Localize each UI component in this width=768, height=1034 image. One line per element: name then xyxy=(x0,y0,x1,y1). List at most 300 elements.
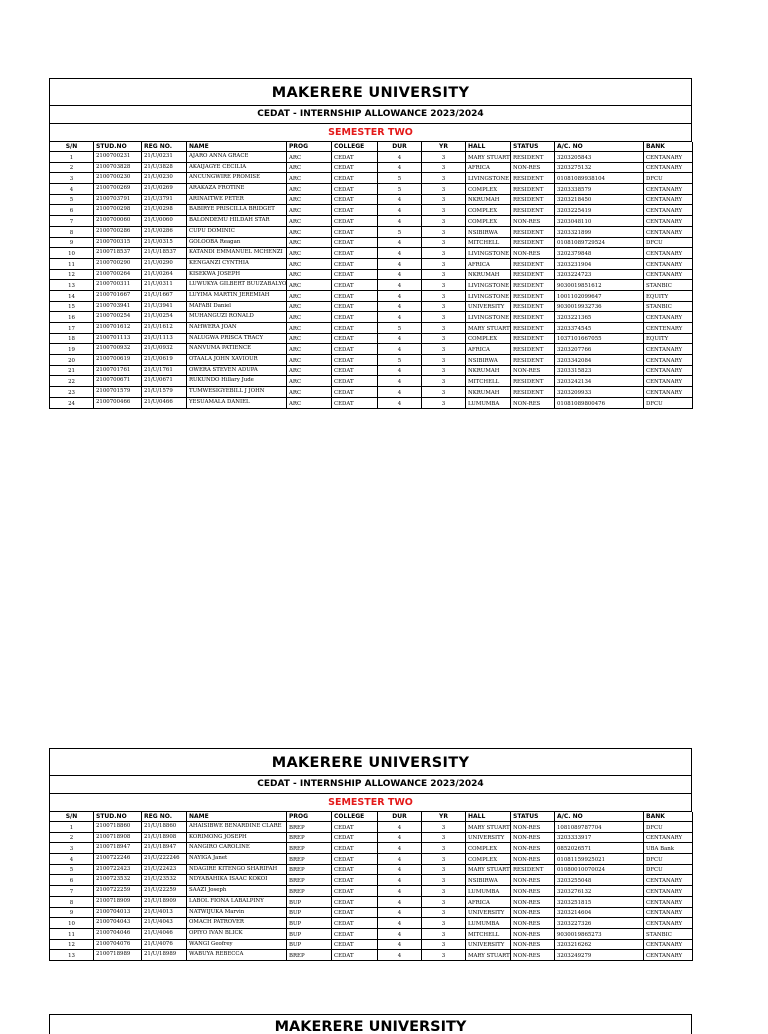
cell-bank: CENTANARY xyxy=(644,258,693,269)
column-header-bank: BANK xyxy=(644,812,693,822)
cell-stud-no: 2100701612 xyxy=(94,323,142,334)
cell-dur: 4 xyxy=(378,344,422,355)
cell-prog: ARC xyxy=(287,237,332,248)
cell-college: CEDAT xyxy=(332,355,378,366)
cell-dur: 4 xyxy=(378,290,422,301)
cell-name: ANCUNGWIRE PROMISE xyxy=(187,173,287,184)
cell-prog: BUP xyxy=(287,939,332,950)
cell-ac-no: 9030019851612 xyxy=(555,280,644,291)
cell-bank: CENTANARY xyxy=(644,387,693,398)
cell-sn: 5 xyxy=(50,194,94,205)
column-header-college: COLLEGE xyxy=(332,812,378,822)
cell-bank: CENTANARY xyxy=(644,226,693,237)
cell-college: CEDAT xyxy=(332,280,378,291)
cell-dur: 4 xyxy=(378,939,422,950)
cell-prog: ARC xyxy=(287,365,332,376)
cell-yr: 3 xyxy=(422,248,466,259)
cell-name: WABUYA REBECCA xyxy=(187,950,287,961)
cell-reg-no: 21/U/18947 xyxy=(142,843,187,854)
cell-yr: 3 xyxy=(422,280,466,291)
cell-sn: 12 xyxy=(50,939,94,950)
cell-college: CEDAT xyxy=(332,248,378,259)
cell-status: NON-RES xyxy=(511,248,555,259)
column-header-stud-no: STUD.NO xyxy=(94,142,142,152)
cell-college: CEDAT xyxy=(332,290,378,301)
cell-stud-no: 2100722259 xyxy=(94,886,142,897)
cell-bank: CENTANARY xyxy=(644,939,693,950)
cell-bank: CENTANARY xyxy=(644,896,693,907)
cell-dur: 4 xyxy=(378,269,422,280)
cell-hall: COMPLEX xyxy=(466,205,511,216)
table-header-row xyxy=(50,812,693,822)
cell-ac-no: 9030019865273 xyxy=(555,928,644,939)
cell-stud-no: 2100700315 xyxy=(94,237,142,248)
cell-yr: 3 xyxy=(422,184,466,195)
cell-hall: AFRICA xyxy=(466,162,511,173)
cell-yr: 3 xyxy=(422,822,466,833)
table-row xyxy=(50,194,693,205)
cell-ac-no: 3203242134 xyxy=(555,376,644,387)
cell-dur: 4 xyxy=(378,258,422,269)
table-row xyxy=(50,843,693,854)
cell-stud-no: 2100703941 xyxy=(94,301,142,312)
cell-sn: 4 xyxy=(50,854,94,865)
cell-prog: ARC xyxy=(287,194,332,205)
cell-status: RESIDENT xyxy=(511,864,555,875)
cell-bank: CENTANARY xyxy=(644,205,693,216)
column-header-dur: DUR xyxy=(378,142,422,152)
cell-ac-no: 3203276132 xyxy=(555,886,644,897)
cell-status: RESIDENT xyxy=(511,290,555,301)
table-row xyxy=(50,226,693,237)
cell-stud-no: 2100704076 xyxy=(94,939,142,950)
cell-reg-no: 21/U/0286 xyxy=(142,226,187,237)
cell-college: CEDAT xyxy=(332,939,378,950)
table-row xyxy=(50,875,693,886)
table-row xyxy=(50,896,693,907)
cell-bank: CENTANARY xyxy=(644,184,693,195)
cell-college: CEDAT xyxy=(332,226,378,237)
cell-stud-no: 2100700311 xyxy=(94,280,142,291)
cell-sn: 15 xyxy=(50,301,94,312)
table-row xyxy=(50,387,693,398)
cell-ac-no: 3203209933 xyxy=(555,387,644,398)
cell-prog: BUP xyxy=(287,918,332,929)
cell-name: RUKUNDO Hillary Jude xyxy=(187,376,287,387)
cell-dur: 4 xyxy=(378,854,422,865)
cell-yr: 3 xyxy=(422,173,466,184)
cell-dur: 5 xyxy=(378,355,422,366)
cell-bank: EQUITY xyxy=(644,290,693,301)
cell-reg-no: 21/U/0619 xyxy=(142,355,187,366)
cell-hall: MITCHELL xyxy=(466,237,511,248)
cell-hall: NKRUMAH xyxy=(466,387,511,398)
cell-hall: LUMUMBA xyxy=(466,397,511,408)
cell-bank: DFCU xyxy=(644,854,693,865)
cell-prog: ARC xyxy=(287,312,332,323)
allowance-sheet-1 xyxy=(49,78,692,409)
cell-yr: 3 xyxy=(422,344,466,355)
cell-college: CEDAT xyxy=(332,312,378,323)
cell-prog: BUP xyxy=(287,907,332,918)
cell-stud-no: 2100700060 xyxy=(94,216,142,227)
table-header-row xyxy=(50,142,693,152)
cell-yr: 3 xyxy=(422,843,466,854)
table-row xyxy=(50,290,693,301)
cell-dur: 4 xyxy=(378,907,422,918)
cell-yr: 3 xyxy=(422,376,466,387)
cell-prog: ARC xyxy=(287,248,332,259)
table-row xyxy=(50,184,693,195)
cell-stud-no: 2100704043 xyxy=(94,918,142,929)
cell-name: LABOL FIONA LABALPINY xyxy=(187,896,287,907)
cell-sn: 1 xyxy=(50,152,94,163)
cell-ac-no: 3203333917 xyxy=(555,832,644,843)
cell-status: RESIDENT xyxy=(511,205,555,216)
cell-status: RESIDENT xyxy=(511,226,555,237)
cell-dur: 4 xyxy=(378,397,422,408)
cell-stud-no: 2100700231 xyxy=(94,152,142,163)
cell-status: NON-RES xyxy=(511,397,555,408)
cell-hall: UNIVERSITY xyxy=(466,939,511,950)
cell-reg-no: 21/U/18989 xyxy=(142,950,187,961)
cell-stud-no: 2100700298 xyxy=(94,205,142,216)
cell-status: NON-RES xyxy=(511,216,555,227)
cell-prog: ARC xyxy=(287,162,332,173)
cell-hall: NSIBIRWA xyxy=(466,875,511,886)
cell-status: RESIDENT xyxy=(511,184,555,195)
table-row xyxy=(50,950,693,961)
cell-dur: 5 xyxy=(378,184,422,195)
table-row xyxy=(50,854,693,865)
cell-yr: 3 xyxy=(422,194,466,205)
cell-reg-no: 21/U/18860 xyxy=(142,822,187,833)
cell-name: NAYIGA Janet xyxy=(187,854,287,865)
cell-status: RESIDENT xyxy=(511,269,555,280)
cell-hall: MARY STUART xyxy=(466,323,511,334)
table-row xyxy=(50,216,693,227)
table-row xyxy=(50,237,693,248)
cell-stud-no: 2100700264 xyxy=(94,269,142,280)
table-row xyxy=(50,205,693,216)
cell-hall: MITCHELL xyxy=(466,928,511,939)
cell-bank: DFCU xyxy=(644,822,693,833)
cell-college: CEDAT xyxy=(332,907,378,918)
cell-college: CEDAT xyxy=(332,323,378,334)
cell-college: CEDAT xyxy=(332,216,378,227)
cell-yr: 3 xyxy=(422,290,466,301)
cell-dur: 4 xyxy=(378,387,422,398)
cell-prog: ARC xyxy=(287,184,332,195)
university-title: MAKERERE UNIVERSITY xyxy=(49,748,692,776)
cell-prog: BREP xyxy=(287,950,332,961)
cell-college: CEDAT xyxy=(332,896,378,907)
cell-yr: 3 xyxy=(422,216,466,227)
cell-bank: EQUITY xyxy=(644,333,693,344)
cell-ac-no: 3203224723 xyxy=(555,269,644,280)
cell-hall: LUMUMBA xyxy=(466,918,511,929)
cell-dur: 4 xyxy=(378,832,422,843)
cell-reg-no: 21/U/1667 xyxy=(142,290,187,301)
cell-sn: 10 xyxy=(50,248,94,259)
cell-yr: 3 xyxy=(422,387,466,398)
cell-yr: 3 xyxy=(422,365,466,376)
cell-dur: 4 xyxy=(378,928,422,939)
table-row xyxy=(50,344,693,355)
cell-yr: 3 xyxy=(422,886,466,897)
cell-name: LUWUKYA GILBERT BUUZABALYO xyxy=(187,280,287,291)
column-header-sn: S/N xyxy=(50,812,94,822)
cell-ac-no: 3203321899 xyxy=(555,226,644,237)
cell-dur: 4 xyxy=(378,843,422,854)
cell-status: NON-RES xyxy=(511,886,555,897)
cell-name: NDYABAHIKA ISAAC KOKOI xyxy=(187,875,287,886)
cell-prog: BUP xyxy=(287,896,332,907)
cell-hall: NKRUMAH xyxy=(466,269,511,280)
cell-name: AJARO ANNA GRACE xyxy=(187,152,287,163)
cell-ac-no: 3202379848 xyxy=(555,248,644,259)
cell-sn: 13 xyxy=(50,950,94,961)
cell-bank: CENTANARY xyxy=(644,216,693,227)
cell-hall: COMPLEX xyxy=(466,216,511,227)
cell-hall: LIVINGSTONE xyxy=(466,248,511,259)
cell-prog: ARC xyxy=(287,226,332,237)
cell-status: RESIDENT xyxy=(511,301,555,312)
table-row xyxy=(50,928,693,939)
cell-yr: 3 xyxy=(422,854,466,865)
cell-name: OMACH PATROVER xyxy=(187,918,287,929)
cell-hall: AFRICA xyxy=(466,258,511,269)
cell-sn: 16 xyxy=(50,312,94,323)
cell-ac-no: 3203251815 xyxy=(555,896,644,907)
cell-status: NON-RES xyxy=(511,832,555,843)
column-header-hall: HALL xyxy=(466,142,511,152)
sheet-subtitle: CEDAT - INTERNSHIP ALLOWANCE 2023/2024 xyxy=(49,776,692,794)
cell-name: OTAALA JOHN XAVIOUR xyxy=(187,355,287,366)
table-row xyxy=(50,864,693,875)
cell-hall: UNIVERSITY xyxy=(466,907,511,918)
cell-dur: 4 xyxy=(378,918,422,929)
cell-status: NON-RES xyxy=(511,918,555,929)
cell-status: NON-RES xyxy=(511,907,555,918)
cell-prog: ARC xyxy=(287,355,332,366)
cell-status: RESIDENT xyxy=(511,355,555,366)
cell-status: NON-RES xyxy=(511,939,555,950)
cell-ac-no: 3203218450 xyxy=(555,194,644,205)
cell-yr: 3 xyxy=(422,875,466,886)
table-row xyxy=(50,333,693,344)
cell-yr: 3 xyxy=(422,397,466,408)
cell-stud-no: 2100722423 xyxy=(94,864,142,875)
cell-college: CEDAT xyxy=(332,258,378,269)
column-header-name: NAME xyxy=(187,142,287,152)
cell-prog: ARC xyxy=(287,205,332,216)
cell-ac-no: 9030019932736 xyxy=(555,301,644,312)
cell-status: NON-RES xyxy=(511,162,555,173)
cell-bank: CENTANARY xyxy=(644,832,693,843)
cell-college: CEDAT xyxy=(332,301,378,312)
cell-yr: 3 xyxy=(422,355,466,366)
cell-college: CEDAT xyxy=(332,886,378,897)
cell-status: NON-RES xyxy=(511,365,555,376)
cell-stud-no: 2100703828 xyxy=(94,162,142,173)
cell-sn: 9 xyxy=(50,237,94,248)
cell-college: CEDAT xyxy=(332,397,378,408)
cell-dur: 5 xyxy=(378,173,422,184)
cell-stud-no: 2100701667 xyxy=(94,290,142,301)
cell-dur: 4 xyxy=(378,896,422,907)
cell-prog: ARC xyxy=(287,397,332,408)
cell-stud-no: 2100701761 xyxy=(94,365,142,376)
cell-ac-no: 3203225419 xyxy=(555,205,644,216)
table-row xyxy=(50,939,693,950)
cell-stud-no: 2100700671 xyxy=(94,376,142,387)
cell-ac-no: 3203214604 xyxy=(555,907,644,918)
cell-sn: 2 xyxy=(50,162,94,173)
cell-sn: 8 xyxy=(50,226,94,237)
cell-hall: COMPLEX xyxy=(466,843,511,854)
cell-college: CEDAT xyxy=(332,173,378,184)
cell-bank: CENTANARY xyxy=(644,162,693,173)
cell-college: CEDAT xyxy=(332,928,378,939)
cell-name: MUHANGUZI RONALD xyxy=(187,312,287,323)
cell-yr: 3 xyxy=(422,205,466,216)
cell-yr: 3 xyxy=(422,939,466,950)
cell-bank: CENTANARY xyxy=(644,269,693,280)
cell-name: KENGANZI CYNTHIA xyxy=(187,258,287,269)
cell-bank: DFCU xyxy=(644,173,693,184)
column-header-yr: YR xyxy=(422,142,466,152)
cell-name: MAFABI Daniel xyxy=(187,301,287,312)
table-row xyxy=(50,269,693,280)
cell-prog: ARC xyxy=(287,376,332,387)
cell-bank: CENTANARY xyxy=(644,907,693,918)
cell-reg-no: 21/U/0298 xyxy=(142,205,187,216)
cell-hall: LIVINGSTONE xyxy=(466,290,511,301)
cell-reg-no: 21/U/3791 xyxy=(142,194,187,205)
table-row xyxy=(50,365,693,376)
cell-sn: 3 xyxy=(50,173,94,184)
cell-ac-no: 3203205843 xyxy=(555,152,644,163)
column-header-college: COLLEGE xyxy=(332,142,378,152)
cell-ac-no: 1037101667055 xyxy=(555,333,644,344)
cell-name: NAHWERA JOAN xyxy=(187,323,287,334)
cell-prog: BUP xyxy=(287,928,332,939)
cell-dur: 5 xyxy=(378,226,422,237)
cell-dur: 4 xyxy=(378,248,422,259)
cell-name: OPIYO IVAN BLICK xyxy=(187,928,287,939)
cell-bank: CENTANARY xyxy=(644,152,693,163)
cell-reg-no: 21/U/22423 xyxy=(142,864,187,875)
column-header-ac-no: A/C. NO xyxy=(555,142,644,152)
cell-prog: BREP xyxy=(287,832,332,843)
cell-reg-no: 21/U/23532 xyxy=(142,875,187,886)
cell-dur: 4 xyxy=(378,864,422,875)
cell-stud-no: 2100700290 xyxy=(94,258,142,269)
cell-reg-no: 21/U/0264 xyxy=(142,269,187,280)
cell-stud-no: 2100700254 xyxy=(94,312,142,323)
cell-ac-no: 3203207766 xyxy=(555,344,644,355)
column-header-dur: DUR xyxy=(378,812,422,822)
cell-college: CEDAT xyxy=(332,194,378,205)
cell-name: NDAGIRE KITENGO SHARIFAH xyxy=(187,864,287,875)
cell-stud-no: 2100704013 xyxy=(94,907,142,918)
cell-name: BABIRYE PRISCILLA BRIDGET xyxy=(187,205,287,216)
cell-name: KORIMONG JOSEPH xyxy=(187,832,287,843)
cell-sn: 10 xyxy=(50,918,94,929)
cell-dur: 4 xyxy=(378,950,422,961)
cell-bank: CENTANARY xyxy=(644,355,693,366)
cell-college: CEDAT xyxy=(332,365,378,376)
cell-yr: 3 xyxy=(422,323,466,334)
cell-stud-no: 2100700230 xyxy=(94,173,142,184)
cell-bank: CENTANARY xyxy=(644,886,693,897)
cell-yr: 3 xyxy=(422,301,466,312)
cell-name: YESUAMALA DANIEL xyxy=(187,397,287,408)
cell-stud-no: 2100718860 xyxy=(94,822,142,833)
cell-status: RESIDENT xyxy=(511,344,555,355)
cell-college: CEDAT xyxy=(332,864,378,875)
cell-status: RESIDENT xyxy=(511,173,555,184)
table-body xyxy=(50,152,693,409)
cell-reg-no: 21/U/0315 xyxy=(142,237,187,248)
table-row xyxy=(50,162,693,173)
cell-dur: 4 xyxy=(378,365,422,376)
cell-hall: MITCHELL xyxy=(466,376,511,387)
cell-sn: 6 xyxy=(50,205,94,216)
cell-stud-no: 2100700466 xyxy=(94,397,142,408)
column-header-name: NAME xyxy=(187,812,287,822)
cell-status: RESIDENT xyxy=(511,333,555,344)
cell-prog: BREP xyxy=(287,875,332,886)
cell-reg-no: 21/U/0269 xyxy=(142,184,187,195)
cell-status: NON-RES xyxy=(511,896,555,907)
cell-stud-no: 2100701579 xyxy=(94,387,142,398)
cell-college: CEDAT xyxy=(332,843,378,854)
cell-reg-no: 21/U/18909 xyxy=(142,896,187,907)
cell-ac-no: 3203338579 xyxy=(555,184,644,195)
cell-ac-no: 01081089800476 xyxy=(555,397,644,408)
cell-sn: 6 xyxy=(50,875,94,886)
cell-name: TUMWESIGYEBILL J JOHN xyxy=(187,387,287,398)
cell-prog: ARC xyxy=(287,269,332,280)
cell-hall: MARY STUART xyxy=(466,950,511,961)
cell-reg-no: 21/U/1761 xyxy=(142,365,187,376)
cell-college: CEDAT xyxy=(332,376,378,387)
table-row xyxy=(50,397,693,408)
cell-dur: 4 xyxy=(378,301,422,312)
cell-bank: CENTANARY xyxy=(644,918,693,929)
table-row xyxy=(50,301,693,312)
column-header-sn: S/N xyxy=(50,142,94,152)
cell-yr: 3 xyxy=(422,152,466,163)
cell-sn: 18 xyxy=(50,333,94,344)
cell-hall: COMPLEX xyxy=(466,184,511,195)
university-title: MAKERERE UNIVERSITY xyxy=(49,78,692,106)
cell-status: NON-RES xyxy=(511,843,555,854)
cell-ac-no: 3203216262 xyxy=(555,939,644,950)
column-header-bank: BANK xyxy=(644,142,693,152)
cell-college: CEDAT xyxy=(332,875,378,886)
cell-ac-no: 3203048110 xyxy=(555,216,644,227)
cell-hall: MARY STUART xyxy=(466,864,511,875)
cell-dur: 4 xyxy=(378,162,422,173)
university-title: MAKERERE UNIVERSITY xyxy=(274,1019,467,1034)
table-row xyxy=(50,886,693,897)
cell-sn: 3 xyxy=(50,843,94,854)
cell-reg-no: 21/U/1612 xyxy=(142,323,187,334)
cell-college: CEDAT xyxy=(332,333,378,344)
